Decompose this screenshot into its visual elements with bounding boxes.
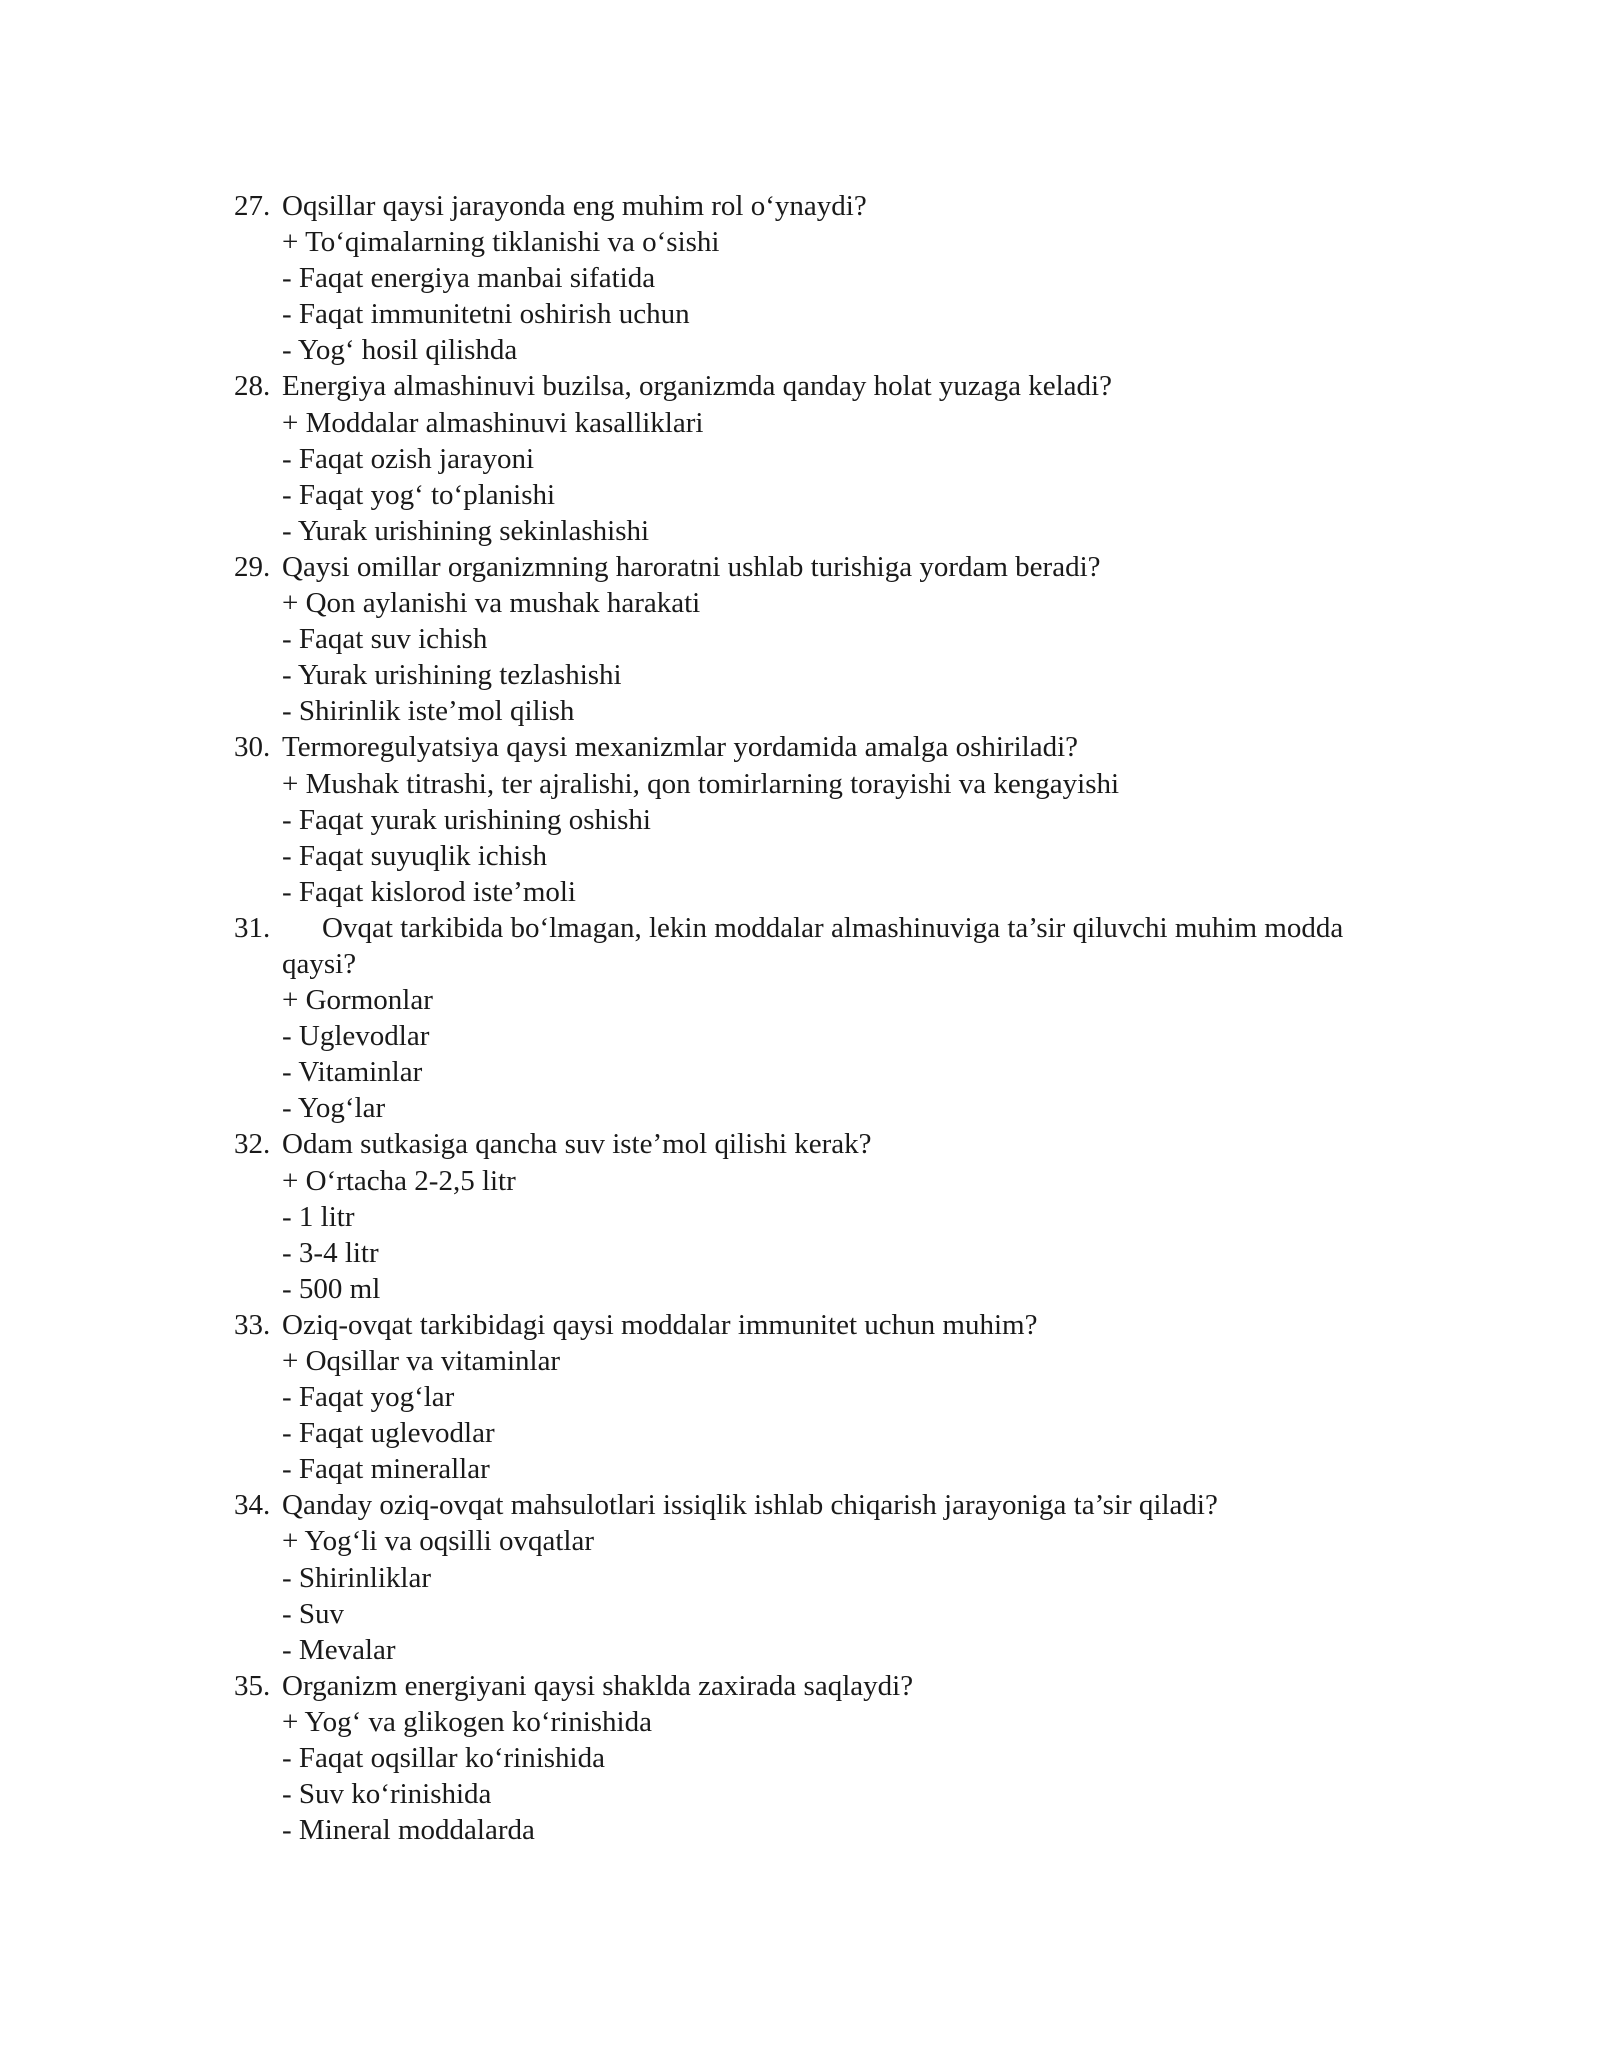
answer-option: + Gormonlar	[282, 984, 433, 1017]
question-number: 34.	[234, 1489, 271, 1522]
question-number: 31.	[234, 911, 271, 944]
question-header	[234, 910, 1374, 982]
answer-options	[234, 224, 1374, 368]
question-text: Odam sutkasiga qancha suv iste’mol qilishi kerak?	[282, 1128, 872, 1161]
answer-option: + Mushak titrashi, ter ajralishi, qon tomirlarning torayishi va kengayishi	[282, 767, 1120, 800]
answer-option: - Faqat kislorod iste’moli	[282, 875, 576, 908]
answer-option: - Faqat oqsillar ko‘rinishida	[282, 1742, 605, 1775]
answer-options	[234, 1343, 1374, 1487]
answer-option: - Faqat suyuqlik ichish	[282, 839, 548, 872]
question-text: Oqsillar qaysi jarayonda eng muhim rol o‘ynaydi?	[282, 190, 867, 222]
question-header	[234, 729, 1374, 765]
question-header	[234, 368, 1374, 404]
question-text: Termoregulyatsiya qaysi mexanizmlar yordamida amalga oshiriladi?	[282, 731, 1078, 764]
question-header	[234, 1487, 1374, 1523]
question-header	[234, 1126, 1374, 1162]
answer-option: - Uglevodlar	[282, 1020, 430, 1053]
answer-option: - 1 litr	[282, 1200, 355, 1233]
question-header	[234, 188, 1374, 224]
question-item	[234, 729, 1374, 909]
answer-option: - Suv	[282, 1597, 345, 1630]
answer-option: + Yog‘li va oqsilli ovqatlar	[282, 1525, 594, 1558]
answer-option: + Qon aylanishi va mushak harakati	[282, 587, 701, 620]
answer-option: + Oqsillar va vitaminlar	[282, 1345, 561, 1377]
answer-option: - Shirinlik iste’mol qilish	[282, 695, 575, 728]
answer-option: - Shirinliklar	[282, 1561, 432, 1594]
answer-option: - Mineral moddalarda	[282, 1814, 535, 1847]
question-number: 35.	[234, 1669, 271, 1702]
question-header	[234, 549, 1374, 585]
question-item	[234, 1307, 1374, 1487]
question-item	[234, 368, 1374, 548]
answer-option: - Yog‘ hosil qilishda	[282, 334, 518, 367]
question-text: Organizm energiyani qaysi shaklda zaxirada saqlaydi?	[282, 1669, 914, 1702]
question-list	[234, 188, 1374, 1848]
question-text: Qanday oziq-ovqat mahsulotlari issiqlik ishlab chiqarish jarayoniga ta’sir qiladi?	[282, 1489, 1218, 1522]
answer-option: - Suv ko‘rinishida	[282, 1778, 492, 1811]
answer-options	[234, 1704, 1374, 1848]
answer-options	[234, 585, 1374, 729]
question-number: 28.	[234, 370, 271, 403]
question-number: 33.	[234, 1308, 271, 1341]
answer-option: - Faqat uglevodlar	[282, 1417, 495, 1450]
answer-option: - Faqat suv ichish	[282, 623, 488, 656]
question-header	[234, 1307, 1374, 1343]
answer-option: - Faqat yog‘ to‘planishi	[282, 478, 556, 511]
question-number: 32.	[234, 1128, 271, 1161]
question-text: Energiya almashinuvi buzilsa, organizmda qanday holat yuzaga keladi?	[282, 370, 1112, 403]
answer-option: - Vitaminlar	[282, 1056, 423, 1089]
answer-option: + O‘rtacha 2-2,5 litr	[282, 1164, 516, 1197]
question-text: Ovqat tarkibida bo‘lmagan, lekin moddalar almashinuviga ta’sir qiluvchi muhim modda qaysi?	[282, 911, 1344, 980]
answer-option: - Mevalar	[282, 1633, 396, 1666]
question-number: 29.	[234, 550, 271, 583]
answer-options	[234, 405, 1374, 549]
question-number: 27.	[234, 190, 271, 222]
question-header	[234, 1668, 1374, 1704]
answer-option: - 500 ml	[282, 1272, 381, 1305]
answer-option: - Yurak urishining tezlashishi	[282, 659, 622, 692]
answer-option: - Yurak urishining sekinlashishi	[282, 514, 650, 547]
question-item	[234, 188, 1374, 368]
answer-option: - Faqat energiya manbai sifatida	[282, 262, 656, 295]
answer-option: + Moddalar almashinuvi kasalliklari	[282, 406, 704, 439]
answer-options	[234, 982, 1374, 1126]
question-number: 30.	[234, 731, 271, 764]
answer-option: + To‘qimalarning tiklanishi va o‘sishi	[282, 226, 720, 259]
answer-option: + Yog‘ va glikogen ko‘rinishida	[282, 1705, 652, 1738]
answer-options	[234, 1163, 1374, 1307]
answer-option: - Faqat minerallar	[282, 1453, 490, 1486]
answer-option: - Faqat yurak urishining oshishi	[282, 803, 651, 836]
question-item	[234, 910, 1374, 1127]
answer-option: - Yog‘lar	[282, 1092, 386, 1125]
answer-options	[234, 1523, 1374, 1667]
question-item	[234, 549, 1374, 729]
answer-option: - Faqat immunitetni oshirish uchun	[282, 298, 690, 331]
answer-option: - Faqat yog‘lar	[282, 1381, 455, 1414]
answer-options	[234, 766, 1374, 910]
question-text: Oziq-ovqat tarkibidagi qaysi moddalar immunitet uchun muhim?	[282, 1308, 1038, 1341]
answer-option: - 3-4 litr	[282, 1236, 379, 1269]
question-text: Qaysi omillar organizmning haroratni ushlab turishiga yordam beradi?	[282, 550, 1101, 583]
question-item	[234, 1668, 1374, 1848]
question-item	[234, 1126, 1374, 1306]
question-item	[234, 1487, 1374, 1667]
answer-option: - Faqat ozish jarayoni	[282, 442, 535, 475]
